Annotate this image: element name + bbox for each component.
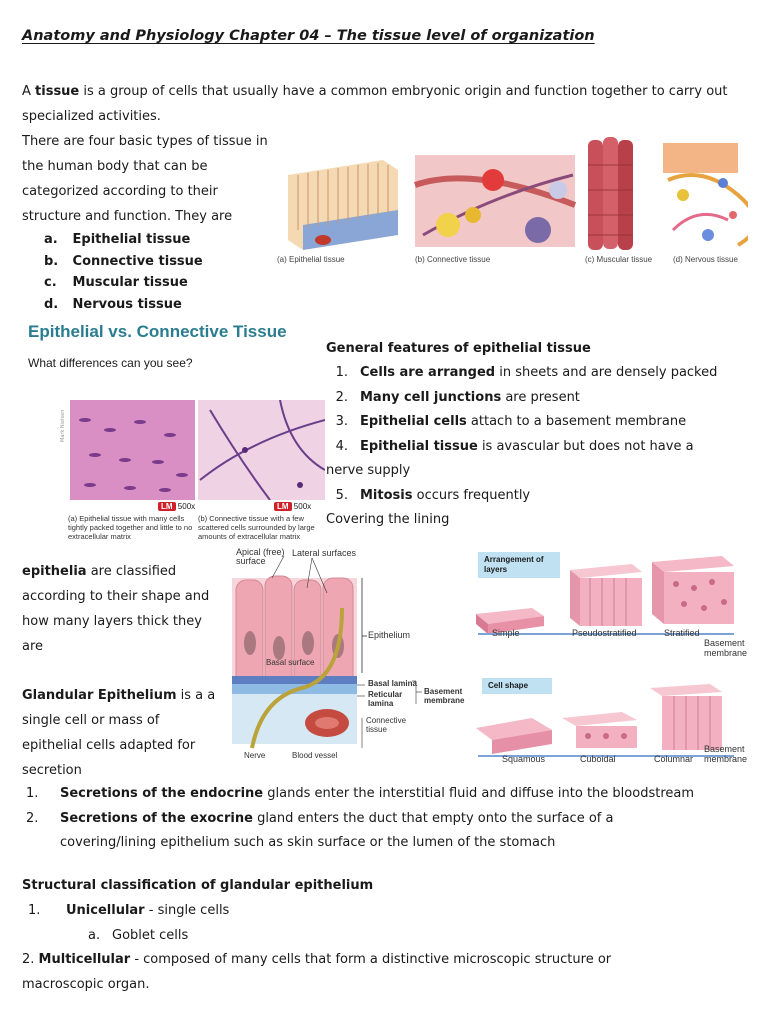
tissue-types-figure [277, 135, 748, 270]
structural-list [22, 899, 742, 997]
features-list [326, 361, 746, 533]
label-cuboidal: Cuboidal [580, 754, 616, 764]
label-basement-2: Basement membrane [704, 744, 748, 764]
intro-term: tissue [35, 84, 80, 99]
lm-badge: LM [158, 502, 176, 511]
caption-epithelial: (a) Epithelial tissue [277, 255, 345, 264]
caption-a: (a) Epithelial tissue with many cells tightly packed together and little to no extracellular matrix [68, 514, 193, 541]
label-basal-lamina: Basal lamina [368, 679, 417, 688]
features-heading: General features of epithelial tissue [326, 341, 591, 356]
intro-paragraph [22, 79, 742, 129]
tissue-types-illustration [283, 135, 748, 255]
label-simple: Simple [492, 628, 520, 638]
list-item: 2. Secretions of the exocrine gland enters the duct that empty onto the surface of a covering/lining epithelium such as skin surface or the lumen of the stomach [26, 810, 614, 850]
structural-heading: Structural classification of glandular epithelium [22, 878, 374, 893]
arrangement-label: Arrangement of layers [478, 552, 560, 578]
comparison-slide [22, 322, 322, 542]
list-item: 2. Many cell junctions are present [335, 389, 580, 405]
magnification-b: LM 500x [274, 502, 311, 511]
label-basement: Basement membrane [424, 687, 465, 705]
magnification-a: LM 500x [158, 502, 195, 511]
label-lateral: Lateral surfaces [292, 548, 357, 558]
label-connective: Connective tissue [366, 716, 407, 734]
cell-shape-label: Cell shape [482, 678, 552, 694]
list-item: a. Epithelial tissue [44, 232, 191, 247]
caption-b: (b) Connective tissue with a few scattered cells surrounded by large amounts of extracellular matrix [198, 514, 315, 541]
intro-post: is a group of cells that usually have a common embryonic origin and function together to carry out specialized activities. [22, 84, 728, 124]
caption-muscular: (c) Muscular tissue [585, 255, 653, 264]
label-blood-vessel: Blood vessel [292, 751, 338, 760]
label-nerve: Nerve [244, 751, 266, 760]
page-title: Anatomy and Physiology Chapter 04 – The tissue level of organization [22, 28, 595, 44]
list-item-continuation: nerve supply [326, 463, 411, 478]
connective-tissue-drawing [415, 155, 575, 247]
muscular-tissue-drawing [588, 137, 633, 250]
nervous-tissue-drawing [663, 143, 748, 245]
micrograph-images [70, 400, 325, 500]
epithelial-tissue-drawing [288, 160, 398, 250]
caption-connective: (b) Connective tissue [415, 255, 491, 264]
glandular-paragraph: Glandular Epithelium is a a single cell or mass of epithelial cells adapted for secretion [22, 688, 216, 778]
label-basal-surface: Basal surface [266, 658, 315, 667]
label-pseudostratified: Pseudostratified [572, 628, 637, 638]
covering-text: Covering the lining [326, 512, 450, 527]
list-item: 1. Cells are arranged in sheets and are densely packed [335, 365, 718, 380]
list-item: 3. Epithelial cells attach to a basement membrane [335, 414, 687, 429]
label-squamous: Squamous [502, 754, 546, 764]
label-epithelium: Epithelium [368, 630, 411, 640]
list-item: 1. Secretions of the endocrine glands enter the interstitial fluid and diffuse into the bloodstream [26, 786, 695, 801]
list-item: 4. Epithelial tissue is avascular but does not have a [335, 438, 694, 454]
intro-pre: A [22, 84, 36, 99]
list-item: 5. Mitosis occurs frequently [335, 487, 531, 503]
tissue-types-list [22, 229, 282, 315]
label-apical: Apical (free) surface [236, 547, 285, 566]
caption-nervous: (d) Nervous tissue [673, 255, 738, 264]
epithelium-classification-figure [472, 548, 748, 768]
lm-badge: LM [274, 502, 292, 511]
classified-paragraph: epithelia are classified according to their shape and how many layers thick they are [22, 564, 210, 654]
list-item: c. Muscular tissue [44, 275, 188, 290]
epithelium-structure-figure [232, 548, 472, 763]
label-reticular: Reticular lamina [368, 690, 403, 708]
slide-question: What differences can you see? [28, 356, 193, 370]
label-columnar: Columnar [654, 754, 694, 764]
list-item: 2. Multicellular - composed of many cells that form a distinctive microscopic structure or macroscopic organ. [22, 952, 612, 992]
image-credit: Mark Nielsen [60, 409, 66, 442]
list-item: b. Connective tissue [44, 253, 203, 269]
label-basement-1: Basement membrane [704, 638, 748, 658]
list-item: a. Goblet cells [88, 927, 189, 943]
epithelium-illustration [232, 548, 472, 763]
list-item: d. Nervous tissue [44, 296, 182, 312]
list-item: 1. Unicellular - single cells [28, 903, 230, 918]
types-paragraph: There are four basic types of tissue in the human body that can be categorized according to their structure and function. They are [22, 134, 268, 224]
slide-title: Epithelial vs. Connective Tissue [28, 322, 287, 341]
label-stratified: Stratified [664, 628, 700, 638]
secretions-list [22, 782, 752, 856]
classification-illustration [472, 548, 748, 768]
